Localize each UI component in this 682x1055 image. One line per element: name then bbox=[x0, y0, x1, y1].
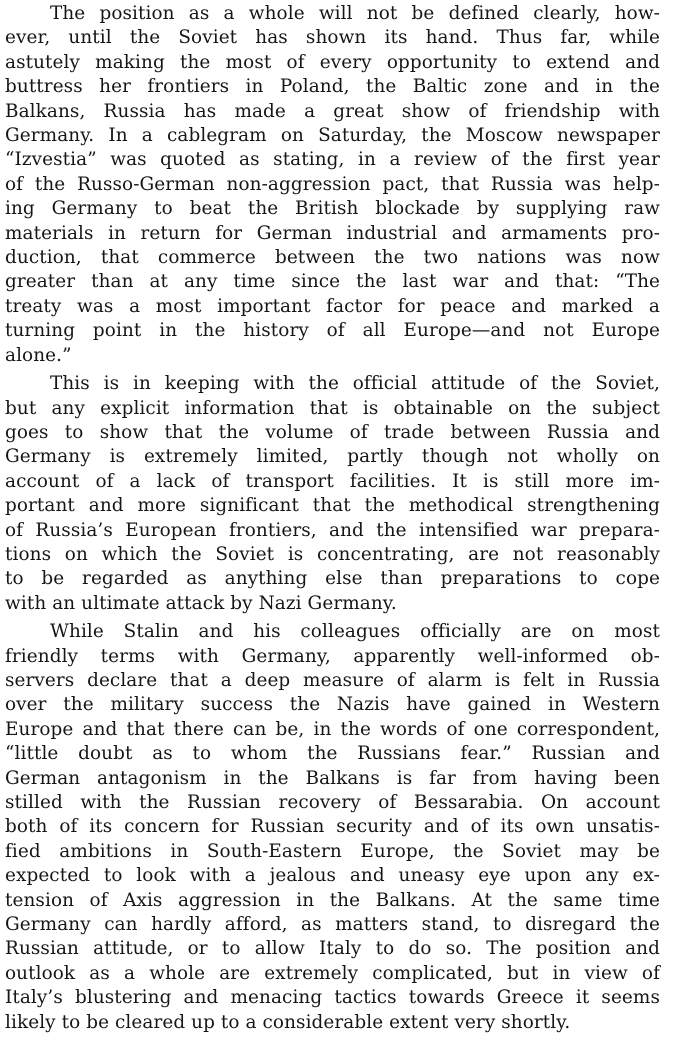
text-line: tions on which the Soviet is concentrating, are not reasonably bbox=[5, 543, 660, 565]
text-line: account of a lack of transport facilities. It is still more im- bbox=[5, 470, 660, 492]
text-line: with an ultimate attack by Nazi Germany. bbox=[5, 592, 397, 614]
text-line: Germany is extremely limited, partly though not wholly on bbox=[5, 446, 660, 468]
text-line: The position as a whole will not be defined clearly, how- bbox=[50, 3, 660, 24]
text-line: of the Russo-German non-aggression pact, that Russia was help- bbox=[5, 173, 660, 195]
text-line: Germany. In a cablegram on Saturday, the Moscow newspaper bbox=[5, 125, 660, 147]
text-line: servers declare that a deep measure of alarm is felt in Russia bbox=[5, 669, 660, 691]
text-line: likely to be cleared up to a considerable extent very shortly. bbox=[5, 1011, 571, 1033]
text-line: “little doubt as to whom the Russians fear.” Russian and bbox=[5, 743, 660, 765]
text-line: German antagonism in the Balkans is far from having been bbox=[5, 767, 660, 789]
text-line: buttress her frontiers in Poland, the Baltic zone and in the bbox=[5, 76, 660, 98]
text-line: Italy’s blustering and menacing tactics towards Greece it seems bbox=[5, 987, 660, 1009]
paragraph-2 bbox=[5, 372, 660, 616]
text-line: fied ambitions in South-Eastern Europe, the Soviet may be bbox=[5, 840, 660, 862]
paragraph-3 bbox=[5, 620, 660, 1035]
text-line: portant and more significant that the methodical strengthening bbox=[5, 495, 660, 517]
text-line: ing Germany to beat the British blockade by supplying raw bbox=[5, 198, 660, 220]
text-line: astutely making the most of every opportunity to extend and bbox=[5, 51, 660, 73]
text-line: over the military success the Nazis have gained in Western bbox=[5, 694, 660, 716]
text-line: tension of Axis aggression in the Balkans. At the same time bbox=[5, 889, 660, 911]
text-line: alone.” bbox=[5, 344, 72, 366]
text-line: ever, until the Soviet has shown its hand. Thus far, while bbox=[5, 27, 660, 49]
text-line: friendly terms with Germany, apparently well-informed ob- bbox=[5, 645, 660, 667]
text-line: This is in keeping with the official attitude of the Soviet, bbox=[50, 373, 660, 395]
paragraph-1 bbox=[5, 2, 660, 368]
text-line: both of its concern for Russian security and of its own unsatis- bbox=[5, 816, 660, 838]
text-line: treaty was a most important factor for peace and marked a bbox=[5, 295, 660, 317]
text-line: greater than at any time since the last war and that: “The bbox=[5, 271, 660, 293]
text-line: stilled with the Russian recovery of Bessarabia. On account bbox=[5, 792, 660, 813]
text-line: but any explicit information that is obtainable on the subject bbox=[5, 397, 660, 419]
text-line: of Russia’s European frontiers, and the intensified war prepara- bbox=[5, 519, 660, 541]
text-line: to be regarded as anything else than preparations to cope bbox=[5, 568, 660, 590]
text-line: Russian attitude, or to allow Italy to do so. The position and bbox=[5, 938, 660, 960]
text-line: Germany can hardly afford, as matters stand, to disregard the bbox=[5, 914, 660, 936]
text-line: materials in return for German industrial and armaments pro- bbox=[5, 222, 660, 244]
text-line: duction, that commerce between the two nations was now bbox=[5, 247, 660, 269]
text-line: “Izvestia” was quoted as stating, in a review of the first year bbox=[5, 149, 660, 171]
text-line: Europe and that there can be, in the words of one correspondent, bbox=[5, 718, 660, 740]
text-line: While Stalin and his colleagues officially are on most bbox=[50, 621, 660, 643]
document-page bbox=[5, 2, 660, 1035]
text-line: turning point in the history of all Europe—and not Europe bbox=[5, 320, 660, 342]
text-line: goes to show that the volume of trade between Russia and bbox=[5, 421, 660, 443]
text-line: expected to look with a jealous and uneasy eye upon any ex- bbox=[5, 865, 660, 887]
text-line: Balkans, Russia has made a great show of friendship with bbox=[5, 100, 660, 122]
text-line: outlook as a whole are extremely complicated, but in view of bbox=[5, 962, 660, 984]
